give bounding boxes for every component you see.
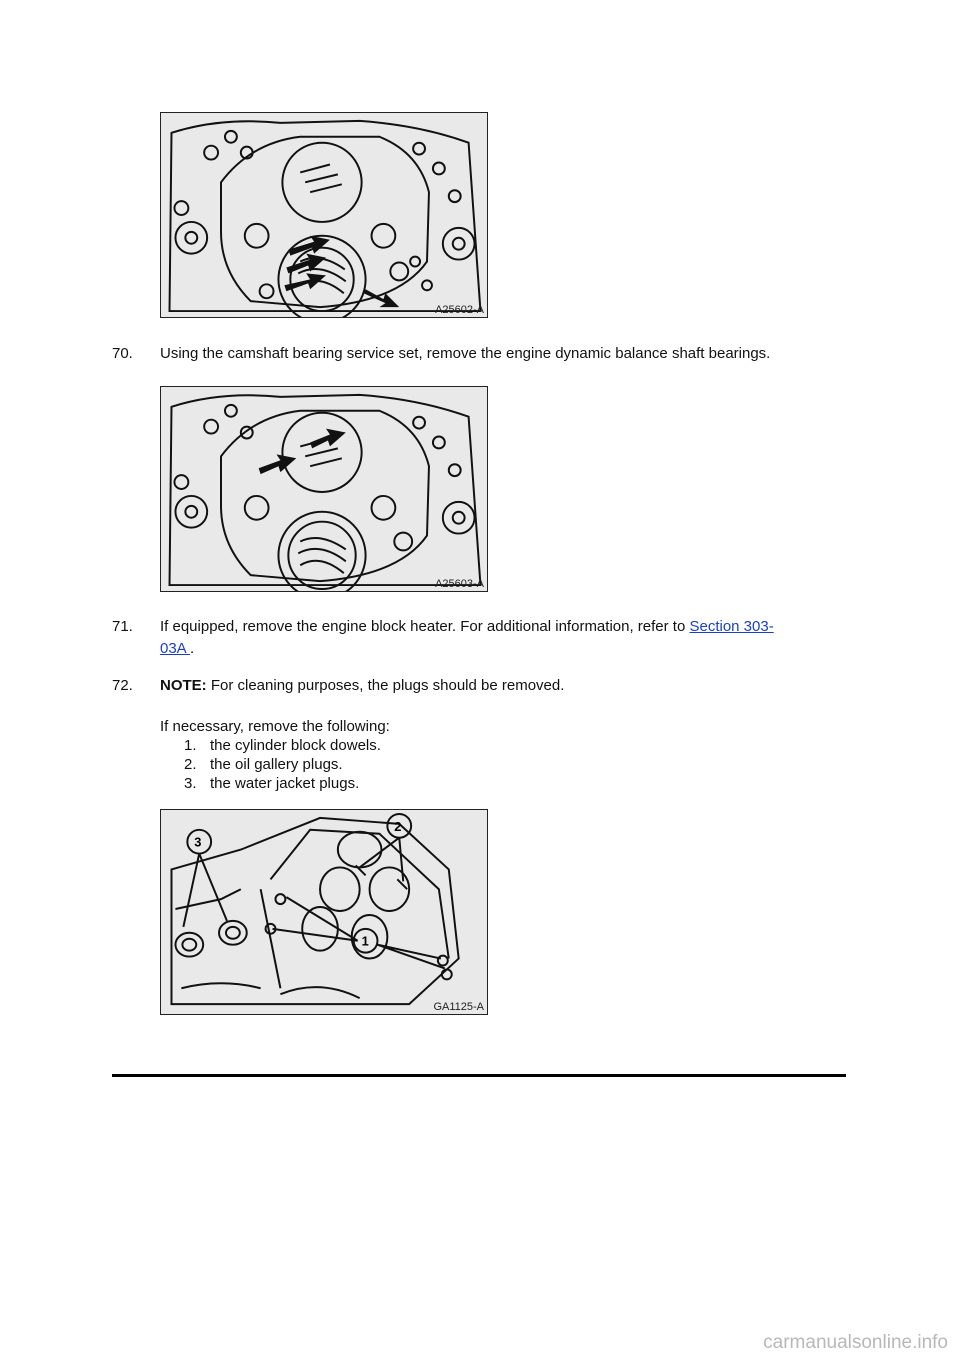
callout-1: 1 bbox=[361, 933, 369, 949]
step-number: 71. bbox=[112, 618, 133, 635]
removal-list bbox=[184, 736, 381, 793]
note-text: For cleaning purposes, the plugs should be removed. bbox=[206, 677, 565, 694]
callout-2: 2 bbox=[394, 818, 402, 834]
cylinder-block-illustration bbox=[161, 810, 487, 1014]
link-line1: Section 303- bbox=[689, 618, 774, 635]
removal-intro: If necessary, remove the following: bbox=[160, 718, 390, 735]
figure-id: A25603-A bbox=[435, 578, 484, 590]
figure-balance-shaft-bearings bbox=[160, 386, 488, 592]
engine-block-front-illustration bbox=[161, 387, 487, 591]
step-text: Using the camshaft bearing service set, remove the engine dynamic balance shaft bearings. bbox=[160, 345, 771, 362]
step-text-after: . bbox=[190, 640, 195, 657]
step-text bbox=[160, 616, 832, 660]
step-number: 70. bbox=[112, 345, 133, 362]
step-number: 72. bbox=[112, 677, 133, 694]
watermark: carmanualsonline.info bbox=[763, 1332, 948, 1353]
page-divider bbox=[112, 1074, 846, 1077]
figure-id: GA1125-A bbox=[433, 1001, 484, 1013]
link-line2: 03A bbox=[160, 640, 191, 657]
note-label: NOTE: bbox=[160, 677, 207, 694]
list-item bbox=[184, 736, 381, 755]
step-70 bbox=[112, 343, 832, 365]
list-item bbox=[184, 774, 381, 793]
figure-block-plugs-dowels bbox=[160, 809, 488, 1015]
list-item-number: 1. bbox=[184, 737, 197, 754]
engine-block-front-illustration bbox=[161, 113, 487, 317]
list-item bbox=[184, 755, 381, 774]
step-text-before: If equipped, remove the engine block heater. For additional information, refer to bbox=[160, 618, 690, 635]
step-72 bbox=[112, 675, 832, 697]
list-item-number: 2. bbox=[184, 756, 197, 773]
list-item-text: the oil gallery plugs. bbox=[210, 756, 343, 773]
list-item-number: 3. bbox=[184, 775, 197, 792]
step-71 bbox=[112, 616, 832, 660]
step-note bbox=[160, 675, 832, 697]
list-item-text: the water jacket plugs. bbox=[210, 775, 360, 792]
callout-3: 3 bbox=[194, 834, 202, 850]
figure-id: A25602-A bbox=[435, 304, 484, 316]
list-item-text: the cylinder block dowels. bbox=[210, 737, 381, 754]
figure-balance-shaft-bearing-bore bbox=[160, 112, 488, 318]
